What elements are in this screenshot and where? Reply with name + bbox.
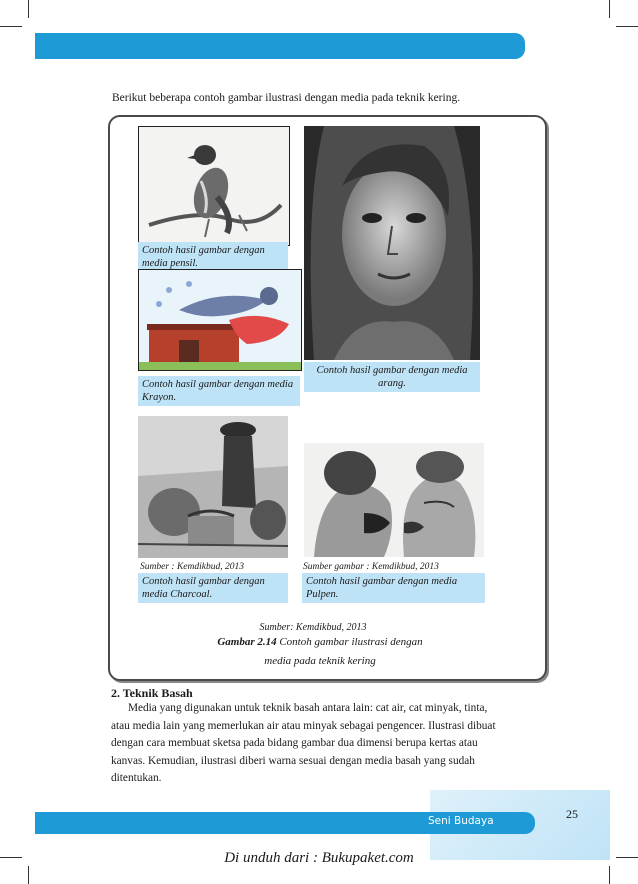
paragraph-line: atau media lain yang memerlukan air atau minyak sebagai pengencer. Ilustrasi dibuat bbox=[111, 719, 496, 732]
body-paragraph bbox=[111, 700, 549, 788]
charcoal-market-caption: Contoh hasil gambar dengan media Charcoal. bbox=[138, 573, 288, 603]
paragraph-line: kanvas. Kemudian, ilustrasi diberi warna sesuai dengan media basah yang sudah bbox=[111, 754, 475, 767]
crop-mark bbox=[28, 866, 29, 884]
paragraph-line: ditentukan. bbox=[111, 772, 162, 784]
download-text: Di unduh dari : Bukupaket.com bbox=[224, 850, 414, 866]
charcoal-girl-caption: Contoh hasil gambar dengan media arang. bbox=[304, 362, 480, 392]
header-bar bbox=[35, 33, 525, 59]
pen-faces-source: Sumber gambar : Kemdikbud, 2013 bbox=[303, 562, 439, 572]
figure-caption-line1: Contoh gambar ilustrasi dengan bbox=[279, 636, 423, 648]
paragraph-line: dengan cara membuat sketsa pada bidang gambar dua dimensi berupa kertas atau bbox=[111, 737, 478, 749]
charcoal-market-image bbox=[138, 416, 288, 558]
figure-label: Gambar 2.14 bbox=[217, 636, 277, 648]
pencil-bird-image bbox=[138, 126, 290, 246]
crayon-caption: Contoh hasil gambar dengan media Krayon. bbox=[138, 376, 300, 406]
charcoal-market-source: Sumber : Kemdikbud, 2013 bbox=[140, 562, 244, 572]
paragraph-line: Media yang digunakan untuk teknik basah antara lain: cat air, cat minyak, tinta, bbox=[111, 702, 488, 714]
pencil-caption: Contoh hasil gambar dengan media pensil. bbox=[138, 242, 288, 270]
pen-faces-image bbox=[304, 443, 484, 557]
section-title: 2. Teknik Basah bbox=[111, 686, 193, 700]
figure-caption-line2: media pada teknik kering bbox=[264, 655, 376, 667]
crop-mark bbox=[609, 866, 610, 884]
crop-mark bbox=[0, 26, 22, 27]
pen-faces-caption: Contoh hasil gambar dengan media Pulpen. bbox=[302, 573, 485, 603]
figure-source: Sumber: Kemdikbud, 2013 bbox=[259, 622, 367, 633]
page-number: 25 bbox=[566, 807, 578, 821]
crayon-dove-image bbox=[138, 269, 302, 371]
figure-caption bbox=[110, 633, 530, 671]
charcoal-girl-image bbox=[304, 126, 480, 360]
crop-mark bbox=[28, 0, 29, 18]
crop-mark bbox=[609, 0, 610, 18]
intro-text: Berikut beberapa contoh gambar ilustrasi dengan media pada teknik kering. bbox=[112, 92, 461, 104]
crop-mark bbox=[616, 26, 638, 27]
footer-label: Seni Budaya bbox=[428, 815, 494, 827]
